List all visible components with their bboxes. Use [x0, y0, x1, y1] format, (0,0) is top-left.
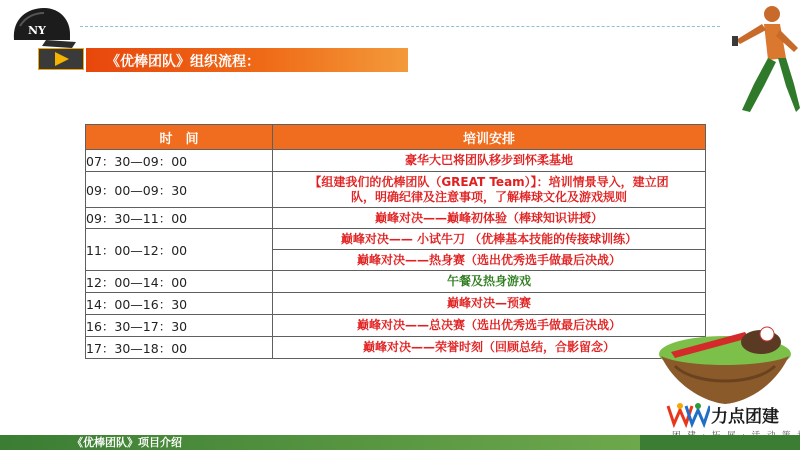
time-cell: 07：30—09：00 — [86, 150, 273, 172]
table-row — [86, 271, 706, 293]
activity-cell: 【组建我们的优棒团队（GREAT Team）】：培训情景导入，建立团队，明确纪律及注意事项，了解棒球文化及游戏规则 — [273, 172, 706, 208]
section-title-bar — [86, 48, 408, 72]
activity-cell-lunch: 午餐及热身游戏 — [273, 271, 706, 293]
baseball-helmet-icon — [6, 4, 76, 52]
header-divider — [80, 26, 720, 27]
section-title: 《优棒团队》组织流程： — [106, 54, 260, 70]
table-row — [86, 337, 706, 359]
schedule-table — [85, 124, 706, 359]
table-header-row — [86, 125, 706, 150]
time-cell: 09：00—09：30 — [86, 172, 273, 208]
activity-cell: 豪华大巴将团队移步到怀柔基地 — [273, 150, 706, 172]
activity-cell: 巅峰对决—预赛 — [273, 293, 706, 315]
time-cell: 17：30—18：00 — [86, 337, 273, 359]
column-header-time: 时 间 — [86, 125, 273, 150]
time-cell: 14：00—16：30 — [86, 293, 273, 315]
activity-cell: 巅峰对决——总决赛（选出优秀选手做最后决战） — [273, 315, 706, 337]
logo-mark-icon — [666, 402, 710, 428]
activity-cell: 巅峰对决—— 小试牛刀 （优棒基本技能的传接球训练） — [273, 229, 706, 250]
play-arrow-icon — [39, 49, 83, 69]
footer-bar — [0, 435, 800, 450]
time-cell: 12：00—14：00 — [86, 271, 273, 293]
baseball-island-illustration — [655, 316, 795, 404]
activity-cell: 巅峰对决——巅峰初体验（棒球知识讲授） — [273, 208, 706, 229]
table-row — [86, 315, 706, 337]
time-cell: 16：30—17：30 — [86, 315, 273, 337]
baseball-player-illustration — [720, 0, 800, 120]
table-row — [86, 229, 706, 250]
table-row — [86, 208, 706, 229]
logo-name: 力点团建 — [711, 407, 779, 427]
play-arrow-button — [38, 48, 84, 70]
column-header-plan: 培训安排 — [273, 125, 706, 150]
table-row — [86, 150, 706, 172]
footer-text: 《优棒团队》项目介绍 — [72, 436, 182, 449]
activity-cell: 巅峰对决——荣誉时刻（回顾总结，合影留念） — [273, 337, 706, 359]
table-row — [86, 293, 706, 315]
time-cell: 11：00—12：00 — [86, 229, 273, 271]
svg-text:NY: NY — [28, 24, 46, 37]
time-cell: 09：30—11：00 — [86, 208, 273, 229]
table-row — [86, 172, 706, 208]
activity-cell: 巅峰对决——热身赛（选出优秀选手做最后决战） — [273, 250, 706, 271]
